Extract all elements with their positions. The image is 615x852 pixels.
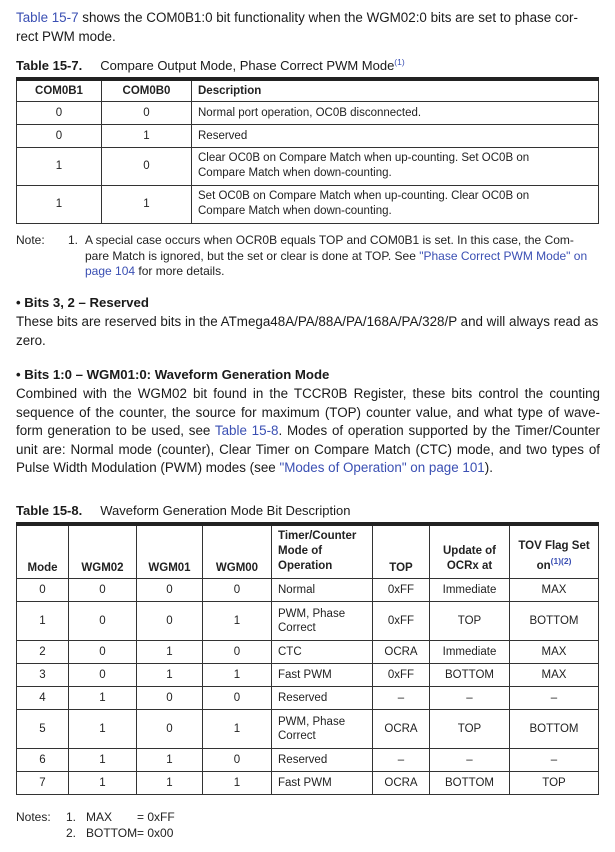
phase-correct-pwm-mode-link[interactable]: "Phase Correct PWM Mode" on page 104 (85, 248, 588, 278)
col-header-operation: Timer/Counter Mode of Operation (272, 524, 373, 578)
modes-of-operation-link[interactable]: "Modes of Operation" on page 101 (279, 460, 485, 475)
col-header-wgm02: WGM02 (69, 524, 137, 578)
col-header-update-ocrx: Update of OCRx at (430, 524, 510, 578)
bits-1-0-heading: • Bits 1:0 – WGM01:0: Waveform Generation Mode (16, 367, 330, 382)
col-header-mode: Mode (17, 524, 69, 578)
table-row: 5 1 0 1 PWM, Phase Correct OCRA TOP BOTTOM (17, 709, 599, 748)
table-row: 3 0 1 1 Fast PWM 0xFF BOTTOM MAX (17, 663, 599, 686)
col-header-wgm01: WGM01 (137, 524, 203, 578)
table-row: 0 0 0 0 Normal 0xFF Immediate MAX (17, 578, 599, 601)
table-row: 6 1 1 0 Reserved – – – (17, 748, 599, 771)
col-header-wgm00: WGM00 (203, 524, 272, 578)
table-15-7 (16, 77, 599, 224)
table-row: 1 0 Clear OC0B on Compare Match when up-counting. Set OC0B on Compare Match when down-counting. (17, 147, 599, 185)
bits-1-0-body: Combined with the WGM02 bit found in the TCCR0B Register, these bits control the counting sequence of the counter, the source for maximum (TOP) counter value, and what type of wave-form generation to be used, see Table 15-8. Modes of operation supported by the Timer/Counter unit are: Normal mode (counter), Clear Timer on Compare Match (CTC) mode, and two types of Pulse Width Modulation (PWM) modes (see "Modes of Operation" on page 101). (16, 386, 600, 475)
col-header-com0b1: COM0B1 (17, 79, 102, 101)
table-15-7-caption: Table 15-7. Compare Output Mode, Phase Correct PWM Mode$^{(1)}$ (16, 57, 405, 73)
table-row: 1 1 Set OC0B on Compare Match when up-counting. Clear OC0B on Compare Match when down-counting. (17, 185, 599, 223)
col-header-top: TOP (373, 524, 430, 578)
col-header-com0b0: COM0B0 (102, 79, 192, 101)
table-15-8-notes: Notes: 1. MAX = 0xFF 2. BOTTOM = 0x00 (16, 810, 175, 840)
col-header-tov-flag: TOV Flag Set on$^{(1)(2)}$ (510, 524, 599, 578)
bits-3-2-body: These bits are reserved bits in the ATmega48A/PA/88A/PA/168A/PA/328/P and will always read as zero. (16, 314, 599, 348)
table-15-7-link[interactable]: Table 15-7 (16, 10, 79, 25)
intro-paragraph: Table 15-7 shows the COM0B1:0 bit functionality when the WGM02:0 bits are set to phase cor- rect PWM mode. (16, 10, 578, 44)
table-row: 1 0 0 1 PWM, Phase Correct 0xFF TOP BOTTOM (17, 601, 599, 640)
table-row: 0 0 Normal port operation, OC0B disconnected. (17, 101, 599, 124)
table-row: 7 1 1 1 Fast PWM OCRA BOTTOM TOP (17, 771, 599, 794)
bits-3-2-heading: • Bits 3, 2 – Reserved (16, 295, 149, 310)
table-row: 4 1 0 0 Reserved – – – (17, 686, 599, 709)
col-header-description: Description (192, 79, 599, 101)
table-row: 2 0 1 0 CTC OCRA Immediate MAX (17, 640, 599, 663)
table-15-8 (16, 522, 599, 795)
table-15-8-link[interactable]: Table 15-8 (214, 423, 279, 438)
table-row: 0 1 Reserved (17, 124, 599, 147)
table-15-8-caption: Table 15-8. Waveform Generation Mode Bit Description (16, 503, 351, 518)
table-15-7-note: Note: 1. A special case occurs when OCR0B equals TOP and COM0B1 is set. In this case, the Com-pare Match is ignored, but the set or clear is done at TOP. See "Phase Correct PWM Mode" on page 104 for more details. (16, 233, 588, 278)
